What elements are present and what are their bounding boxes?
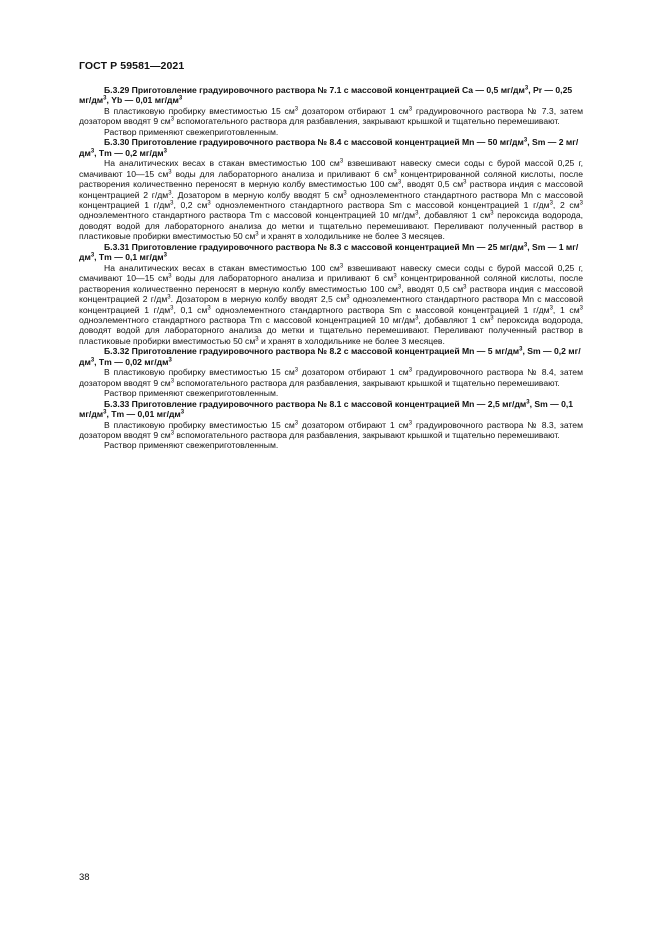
text-run: одноэлементного стандартного раствора Tm с массовой концентрацией 10 мг/дм <box>79 210 416 221</box>
text-run: концентрированной соляной кислоты, после растворения количественно переносят в мерную колбу вместимостью 100 см <box>79 273 583 294</box>
section-paragraph <box>79 106 583 127</box>
text-run: , добавляют 1 см <box>418 314 491 325</box>
text-run: вспомогательного раствора для разбавления, закрывают крышкой и тщательно перемешивают. <box>174 116 560 127</box>
text-run: одноэлементного стандартного раствора Mn с массовой концентрацией 1 г/дм <box>79 189 583 210</box>
superscript-exponent: 3 <box>519 346 523 353</box>
superscript-exponent: 3 <box>170 378 175 385</box>
section-heading <box>79 137 583 158</box>
text-run: , Pr — 0,25 мг/дм <box>79 85 573 106</box>
superscript-exponent: 3 <box>207 200 211 207</box>
superscript-exponent: 3 <box>255 336 259 343</box>
superscript-exponent: 3 <box>178 95 183 102</box>
superscript-exponent: 3 <box>397 179 402 186</box>
superscript-exponent: 3 <box>90 148 95 155</box>
section-heading <box>79 346 583 367</box>
text-run: дозатором отбирают 1 см <box>298 419 409 430</box>
text-run: , Tm — 0,2 мг/дм <box>94 147 164 158</box>
superscript-exponent: 3 <box>415 315 419 322</box>
text-run: воды для лабораторного анализа и приливают 6 см <box>171 273 394 284</box>
superscript-exponent: 3 <box>103 409 107 416</box>
text-run: воды для лабораторного анализа и приливают 6 см <box>171 168 394 179</box>
text-run: . Дозатором в мерную колбу вводят 5 см <box>171 189 344 200</box>
text-run: , Sm — 1 мг/дм <box>79 241 579 263</box>
text-run: вспомогательного раствора для разбавления, закрывают крышкой и тщательно перемешивают. <box>174 377 560 388</box>
text-run: Раствор применяют свежеприготовленным. <box>104 388 279 399</box>
superscript-exponent: 3 <box>170 430 175 437</box>
text-run: дозатором отбирают 1 см <box>298 367 409 378</box>
text-run: взвешивают навеску смеси соды с бурой массой 0,25 г, смачивают 10—15 см <box>79 158 584 179</box>
text-run: одноэлементного стандартного раствора Sm с массовой концентрацией 1 г/дм <box>210 199 550 210</box>
document-standard-number: ГОСТ Р 59581—2021 <box>79 60 185 72</box>
page-number: 38 <box>79 872 90 883</box>
text-run: , Yb — 0,01 мг/дм <box>106 95 179 106</box>
text-run: Б.3.32 Приготовление градуировочного раствора № 8.2 с массовой концентрацией Mn — 5 мг/дм <box>104 346 520 357</box>
superscript-exponent: 3 <box>90 252 95 259</box>
superscript-exponent: 3 <box>343 190 347 197</box>
superscript-exponent: 3 <box>339 263 344 270</box>
superscript-exponent: 3 <box>397 284 402 291</box>
text-run: В пластиковую пробирку вместимостью 15 см <box>104 105 295 116</box>
text-run: концентрированной соляной кислоты, после растворения количественно переносят в мерную колбу вместимостью 100 см <box>79 168 583 190</box>
text-run: Б.3.31 Приготовление градуировочного раствора № 8.3 с массовой концентрацией Mn — 25 мг/дм <box>104 241 524 252</box>
superscript-exponent: 3 <box>168 169 172 176</box>
text-run: , 0,2 см <box>173 199 208 210</box>
text-run: , Tm — 0,01 мг/дм <box>106 409 181 420</box>
superscript-exponent: 3 <box>294 106 299 113</box>
superscript-exponent: 3 <box>339 158 344 165</box>
section-paragraph <box>79 420 583 441</box>
superscript-exponent: 3 <box>549 305 553 312</box>
text-run: дозатором отбирают 1 см <box>298 105 409 116</box>
superscript-exponent: 3 <box>408 367 413 374</box>
superscript-exponent: 3 <box>549 200 553 207</box>
section-paragraph <box>79 127 583 137</box>
text-run: Б.3.33 Приготовление градуировочного раствора № 8.1 с массовой концентрацией Mn — 2,5 мг/дм <box>104 398 527 409</box>
superscript-exponent: 3 <box>524 85 529 92</box>
superscript-exponent: 3 <box>294 420 299 426</box>
superscript-exponent: 3 <box>463 284 467 291</box>
section-paragraph <box>79 388 583 398</box>
section-heading <box>79 85 583 106</box>
section-paragraph <box>79 158 583 242</box>
text-run: взвешивают навеску смеси соды с бурой массой 0,25 г, смачивают 10—15 см <box>79 262 584 284</box>
text-run: раствора индия с массовой концентрацией 2 г/дм <box>79 283 583 305</box>
superscript-exponent: 3 <box>103 95 107 102</box>
superscript-exponent: 3 <box>523 137 528 144</box>
text-run: пероксида водорода, доводят водой для лабораторного анализа до метки и тщательно перемешивают. Переливают полученный раствор в пластиковые пробирки вместимостью 50 см <box>79 210 584 242</box>
text-run: , Sm — 2 мг/дм <box>79 137 579 158</box>
superscript-exponent: 3 <box>294 367 299 374</box>
superscript-exponent: 3 <box>90 357 95 364</box>
text-run: одноэлементного стандартного раствора Sm с массовой концентрацией 1 г/дм <box>210 304 550 315</box>
section-paragraph <box>79 367 583 388</box>
superscript-exponent: 3 <box>255 231 259 238</box>
superscript-exponent: 3 <box>579 305 583 312</box>
superscript-exponent: 3 <box>346 294 350 301</box>
text-run: , 2 см <box>552 199 580 210</box>
section-heading <box>79 399 583 420</box>
text-run: Раствор применяют свежеприготовленным. <box>104 440 279 451</box>
superscript-exponent: 3 <box>168 273 172 280</box>
superscript-exponent: 3 <box>408 420 413 426</box>
superscript-exponent: 3 <box>393 169 397 176</box>
superscript-exponent: 3 <box>180 409 185 416</box>
section-paragraph <box>79 440 583 450</box>
text-run: Раствор применяют свежеприготовленным. <box>104 126 279 137</box>
text-run: раствора индия с массовой концентрацией 2 г/дм <box>79 179 583 200</box>
text-run: одноэлементного стандартного раствора Mn с массовой концентрацией 1 г/дм <box>79 294 584 315</box>
text-run: На аналитических весах в стакан вместимостью 100 см <box>104 262 340 273</box>
text-run: , Sm — 0,1 мг/дм <box>79 398 574 420</box>
text-run: , Tm — 0,1 мг/дм <box>94 252 164 263</box>
superscript-exponent: 3 <box>490 315 494 322</box>
text-run: , 1 см <box>552 304 580 315</box>
superscript-exponent: 3 <box>167 294 171 301</box>
text-run: , добавляют 1 см <box>418 210 491 221</box>
superscript-exponent: 3 <box>168 190 172 197</box>
text-run: Б.3.29 Приготовление градуировочного раствора № 7.1 с массовой концентрацией Ca — 0,5 мг/дм <box>104 85 525 95</box>
text-run: , 0,1 см <box>173 304 208 315</box>
superscript-exponent: 3 <box>207 305 211 312</box>
text-run: градуировочного раствора № 8.4, затем дозатором вводят 9 см <box>79 367 583 388</box>
text-run: , Tm — 0,02 мг/дм <box>94 356 169 367</box>
document-body <box>79 85 583 451</box>
text-run: градуировочного раствора № 8.3, затем дозатором вводят 9 см <box>79 419 583 440</box>
text-run: , вводят 0,5 см <box>401 283 464 294</box>
section-heading <box>79 242 583 263</box>
superscript-exponent: 3 <box>579 200 583 207</box>
text-run: , вводят 0,5 см <box>401 179 464 190</box>
text-run: и хранят в холодильнике не более 3 месяцев. <box>258 231 445 242</box>
superscript-exponent: 3 <box>415 210 419 217</box>
text-run: , Sm — 0,2 мг/дм <box>79 346 581 367</box>
text-run: . Дозатором в мерную колбу вводят 2,5 см <box>170 294 347 305</box>
text-run: вспомогательного раствора для разбавления, закрывают крышкой и тщательно перемешивают. <box>174 429 560 440</box>
superscript-exponent: 3 <box>170 200 174 207</box>
superscript-exponent: 3 <box>163 148 168 155</box>
superscript-exponent: 3 <box>163 252 168 259</box>
superscript-exponent: 3 <box>393 273 397 280</box>
text-run: градуировочного раствора № 7.3, затем дозатором вводят 9 см <box>79 105 583 127</box>
text-run: В пластиковую пробирку вместимостью 15 см <box>104 367 295 378</box>
superscript-exponent: 3 <box>490 210 494 217</box>
superscript-exponent: 3 <box>168 357 172 364</box>
text-run: На аналитических весах в стакан вместимостью 100 см <box>104 158 340 169</box>
text-run: пероксида водорода, доводят водой для лабораторного анализа до метки и тщательно перемешивают. Переливают полученный раствор в пластиковые пробирки вместимостью 50 см <box>79 314 584 346</box>
section-paragraph <box>79 263 583 347</box>
text-run: Б.3.30 Приготовление градуировочного раствора № 8.4 с массовой концентрацией Mn — 50 мг/дм <box>104 137 524 148</box>
text-run: одноэлементного стандартного раствора Tm с массовой концентрацией 10 мг/дм <box>79 314 416 325</box>
superscript-exponent: 3 <box>170 116 175 123</box>
superscript-exponent: 3 <box>463 179 467 186</box>
text-run: В пластиковую пробирку вместимостью 15 см <box>104 419 295 430</box>
superscript-exponent: 3 <box>408 106 413 113</box>
superscript-exponent: 3 <box>170 305 174 312</box>
superscript-exponent: 3 <box>526 399 530 406</box>
superscript-exponent: 3 <box>523 242 528 249</box>
text-run: и хранят в холодильнике не более 3 месяцев. <box>258 335 445 346</box>
